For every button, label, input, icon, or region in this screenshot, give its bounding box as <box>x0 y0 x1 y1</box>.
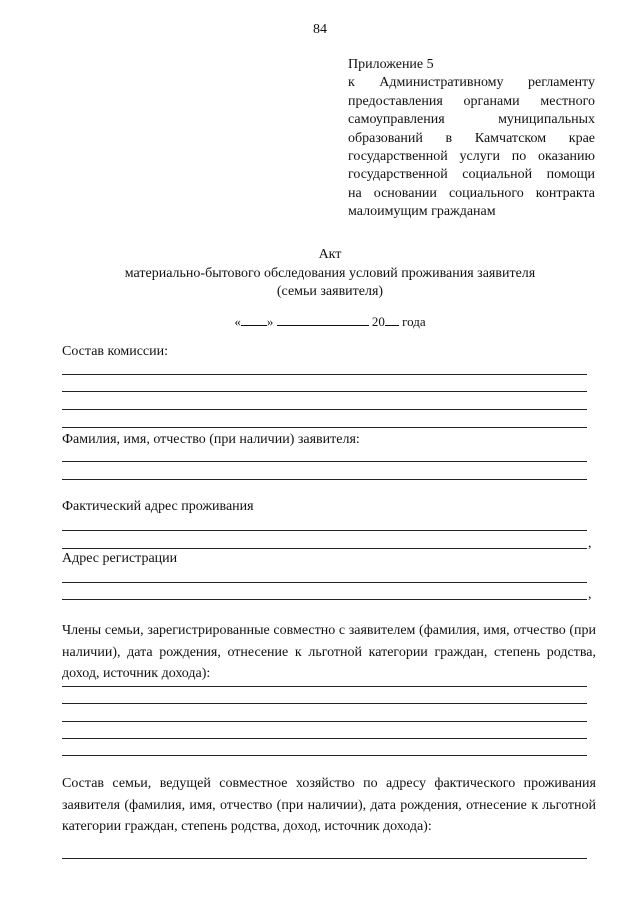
family-household-label: Состав семьи, ведущей совместное хозяйство по адресу фактического проживания заявителя (фамилия, имя, отчество (при наличии), дата рождения, отнесение к льготной категории граждан, степень родства, доход, источник дохода): <box>62 776 596 834</box>
year-blank[interactable] <box>385 313 399 326</box>
appendix-line: государственной услуги по оказанию <box>348 149 595 165</box>
act-subtitle: (семьи заявителя) <box>276 284 384 299</box>
act-title-block <box>0 246 640 302</box>
family-registered-line[interactable] <box>62 721 587 722</box>
registration-address-label: Адрес регистрации <box>62 551 178 566</box>
year-suffix: года <box>402 314 426 329</box>
date-open-quote: « <box>234 314 241 329</box>
appendix-line: предоставления органами местного <box>348 93 595 109</box>
appendix-line: образований в Камчатском крае <box>348 130 595 146</box>
commission-line[interactable] <box>62 409 587 410</box>
comma: , <box>588 536 592 551</box>
date-close-quote: » <box>266 314 274 329</box>
family-registered-line[interactable] <box>62 755 587 756</box>
appendix-line: государственной социальной помощи <box>348 167 595 183</box>
family-registered-line[interactable] <box>62 738 587 739</box>
year-prefix: 20 <box>371 314 385 329</box>
appendix-line: самоуправления муниципальных <box>348 112 595 128</box>
family-registered-line[interactable] <box>62 703 587 704</box>
act-title: Акт <box>318 247 342 262</box>
registration-address-line[interactable] <box>62 582 587 583</box>
applicant-name-label: Фамилия, имя, отчество (при наличии) заявителя: <box>62 432 360 447</box>
month-blank[interactable] <box>277 313 369 326</box>
actual-address-label: Фактический адрес проживания <box>62 499 254 514</box>
family-registered-label: Члены семьи, зарегистрированные совместно с заявителем (фамилия, имя, отчество (при наличии), дата рождения, отнесение к льготной категории граждан, степень родства, доход, источник дохода): <box>62 623 596 681</box>
commission-line[interactable] <box>62 374 587 375</box>
commission-line[interactable] <box>62 391 587 392</box>
comma: , <box>588 587 592 602</box>
appendix-line: малоимущим гражданам <box>348 204 496 220</box>
appendix-title: Приложение 5 <box>348 57 434 72</box>
commission-line[interactable] <box>62 427 587 428</box>
family-registered-line[interactable] <box>62 686 587 687</box>
registration-address-line[interactable] <box>62 599 587 600</box>
act-date-line <box>0 313 640 330</box>
appendix-block <box>348 56 595 222</box>
applicant-name-line[interactable] <box>62 479 587 480</box>
page-number: 84 <box>313 22 327 37</box>
act-subtitle: материально-бытового обследования условий проживания заявителя <box>124 265 536 281</box>
family-household-line[interactable] <box>62 858 587 859</box>
appendix-line: на основании социального контракта <box>348 185 595 201</box>
actual-address-line[interactable] <box>62 530 587 531</box>
commission-label: Состав комиссии: <box>62 344 168 359</box>
appendix-line: к Административному регламенту <box>348 75 595 91</box>
day-blank[interactable] <box>241 313 267 326</box>
applicant-name-line[interactable] <box>62 461 587 462</box>
